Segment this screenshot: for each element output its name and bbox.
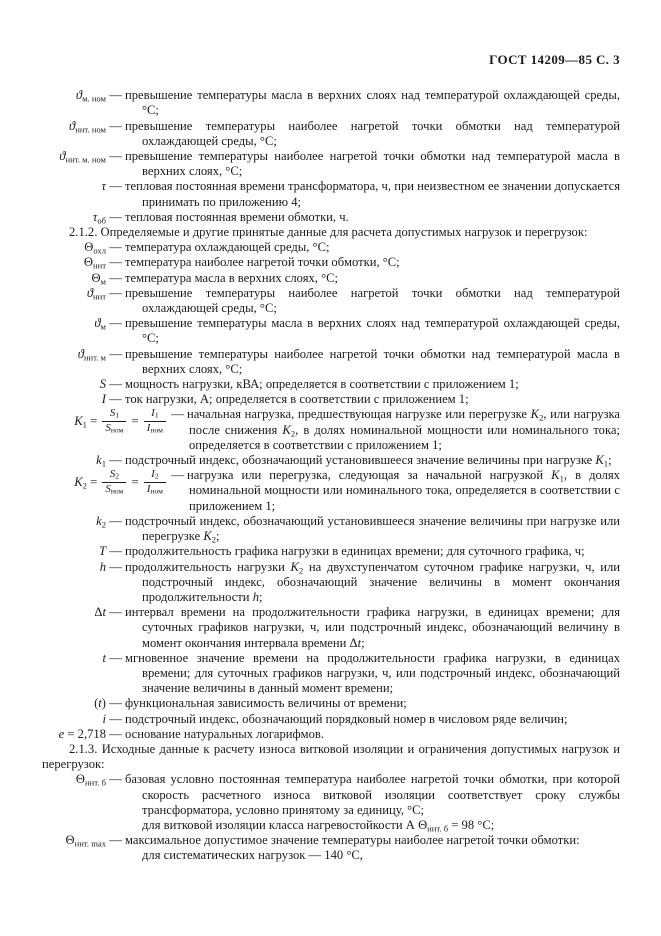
- term-symbol: $ϑ_{ннт. ном}$: [69, 118, 106, 135]
- term-definition: превышение температуры масла в верхних слоях над температурой охлаждающей среды, °С;: [125, 88, 620, 118]
- definition-entry: [42, 149, 620, 179]
- term-symbol: S: [99, 377, 106, 392]
- term-definition: температура наиболее нагретой точки обмотки, °С;: [125, 255, 400, 270]
- term-definition: превышение температуры наиболее нагретой точки обмотки над температурой охлаждающей среды, °С;: [125, 118, 620, 148]
- dash-separator: —: [109, 726, 122, 741]
- dash-separator: —: [109, 285, 122, 300]
- definition-entry: [42, 316, 620, 346]
- definition-entry: [42, 468, 620, 514]
- term-symbol: i: [102, 711, 106, 726]
- term-definition: превышение температуры наиболее нагретой точки обмотки над температурой охлаждающей среды, °С;: [125, 285, 620, 316]
- dash-separator: —: [109, 88, 122, 103]
- definition-entry: [42, 119, 620, 149]
- term-symbol: $K_1$ = $\frac{S_1}{S_{ном}}$ = $\frac{I_1}{I_{ном}}$: [42, 407, 168, 453]
- term-symbol: Δt: [94, 605, 106, 620]
- dash-separator: —: [109, 772, 122, 787]
- term-symbol: $k_2$: [96, 513, 106, 530]
- term-symbol: $ϑ_м$: [94, 316, 106, 332]
- definition-entry: [42, 651, 620, 697]
- term-symbol: $k_1$: [96, 453, 106, 469]
- definition-entry: [42, 286, 620, 316]
- dash-separator: —: [109, 118, 122, 133]
- definition-entry: [42, 453, 620, 468]
- section-paragraph: 2.1.2. Определяемые и другие принятые данные для расчета допустимых нагрузок и перегрузок:: [69, 225, 588, 240]
- dash-separator: —: [109, 346, 122, 361]
- definition-entry: [42, 347, 620, 377]
- definition-entry: [42, 407, 620, 453]
- dash-separator: —: [109, 240, 122, 255]
- definition-entry: [42, 772, 620, 833]
- term-symbol: $\Theta_{ннт. max}$: [65, 833, 106, 849]
- dash-separator: —: [109, 209, 122, 224]
- term-definition: начальная нагрузка, предшествующая нагрузке или перегрузке $K_2$, или нагрузка после снижения $K_2$, в долях номинальной мощности или номинального тока; определяется в соответствии с приложением 1;: [187, 407, 621, 452]
- fraction: $\frac{I_1}{I_{ном}}$: [144, 408, 166, 435]
- definition-entry: [42, 271, 620, 286]
- term-symbol: $ϑ_{ннт}$: [86, 285, 106, 302]
- dash-separator: —: [109, 270, 122, 285]
- dash-separator: —: [109, 711, 122, 726]
- definition-entry: [42, 560, 620, 606]
- term-symbol: $\tau_{об}$: [92, 209, 106, 226]
- dash-separator: —: [109, 453, 122, 468]
- term-definition: мощность нагрузки, кВА; определяется в соответствии с приложением 1;: [125, 377, 519, 392]
- term-definition: базовая условно постоянная температура наиболее нагретой точки обмотки, при которой скорость расчетного износа витковой изоляции соответствует сроку службы трансформатора, условно принятому за единицу, °С; для витковой изоляции класса нагревостойкости А $\Theta_{ннт. б} = 98$ °С;: [125, 772, 620, 834]
- term-definition: основание натуральных логарифмов.: [125, 726, 325, 741]
- term-definition: тепловая постоянная времени трансформатора, ч, при неизвестном ее значении допускается принимать по приложению 4;: [125, 179, 620, 209]
- dash-separator: —: [109, 650, 122, 665]
- definition-entry: [42, 88, 620, 118]
- term-definition: продолжительность нагрузки $K_2$ на двухступенчатом суточном графике нагрузки, ч, или подстрочный индекс, обозначающий значение величины в момент окончания продолжительности h;: [125, 559, 620, 604]
- fraction: $\frac{S_2}{S_{ном}}$: [102, 469, 126, 496]
- definition-entry: [42, 240, 620, 255]
- term-definition: температура охлаждающей среды, °С;: [125, 240, 330, 255]
- term-symbol: T: [98, 544, 106, 559]
- term-definition: максимальное допустимое значение температуры наиболее нагретой точки обмотки: для систематических нагрузок — 140 °С,: [125, 833, 580, 863]
- dash-separator: —: [109, 559, 122, 574]
- dash-separator: —: [171, 407, 184, 422]
- term-symbol: $\Theta_{охл}$: [84, 240, 106, 256]
- definition-entry: [42, 712, 620, 727]
- term-symbol: $\Theta_{ннт. б}$: [75, 772, 106, 788]
- definition-entry: [42, 514, 620, 544]
- term-definition: превышение температуры наиболее нагретой точки обмотки над температурой масла в верхних слоях, °С;: [125, 346, 620, 376]
- definition-entry: [42, 605, 620, 651]
- section-paragraph: 2.1.3. Исходные данные к расчету износа витковой изоляции и ограничения допустимых нагрузок и перегрузок:: [42, 741, 620, 772]
- term-symbol: τ: [101, 179, 106, 194]
- definition-entry: [42, 833, 620, 863]
- fraction: $\frac{I_2}{I_{ном}}$: [144, 469, 166, 496]
- term-definition: температура масла в верхних слоях, °С;: [125, 270, 339, 285]
- term-definition: мгновенное значение времени на продолжительности графика нагрузки, в единицах времени; для суточных графиков нагрузки, ч, или подстрочный индекс, обозначающий значение величины в данный момент времени;: [125, 650, 620, 696]
- term-definition: тепловая постоянная времени обмотки, ч.: [125, 209, 349, 224]
- dash-separator: —: [109, 696, 122, 711]
- term-symbol: h: [99, 559, 106, 574]
- term-symbol: e = 2,718: [58, 726, 106, 741]
- dash-separator: —: [109, 392, 122, 407]
- dash-separator: —: [109, 255, 122, 270]
- dash-separator: —: [109, 513, 122, 528]
- term-symbol: $ϑ_{ннт. м}$: [77, 346, 106, 363]
- page-header-gost-number: ГОСТ 14209—85 С. 3: [489, 52, 620, 67]
- dash-separator: —: [109, 605, 122, 620]
- definition-entry: [42, 255, 620, 270]
- definition-entry: [42, 392, 620, 407]
- term-symbol: $\Theta_{ннт}$: [83, 255, 106, 272]
- term-symbol: $ϑ_{ннт. м. ном}$: [59, 149, 106, 165]
- term-definition: ток нагрузки, А; определяется в соответствии с приложением 1;: [125, 392, 469, 407]
- term-definition: подстрочный индекс, обозначающий установившееся значение величины при нагрузке $K_1$;: [125, 453, 612, 469]
- definition-entry: [42, 544, 620, 559]
- term-symbol: (t): [94, 696, 106, 711]
- dash-separator: —: [109, 179, 122, 194]
- term-definition: подстрочный индекс, обозначающий установившееся значение величины при нагрузке или перегрузке $K_2$;: [125, 513, 620, 545]
- term-definition: нагрузка или перегрузка, следующая за начальной нагрузкой $K_1$, в долях номинальной мощности или номинального тока, определяется в соответствии с приложением 1;: [187, 468, 620, 513]
- dash-separator: —: [109, 833, 122, 848]
- dash-separator: —: [109, 544, 122, 559]
- definition-entry: [42, 696, 620, 711]
- fraction: $\frac{S_1}{S_{ном}}$: [102, 408, 126, 435]
- definition-entry: [42, 210, 620, 225]
- dash-separator: —: [109, 149, 122, 164]
- definition-entry: [42, 377, 620, 392]
- document-content: [42, 88, 620, 863]
- definition-entry: [42, 179, 620, 209]
- term-definition: превышение температуры масла в верхних слоях над температурой охлаждающей среды, °С;: [125, 316, 620, 346]
- term-symbol: I: [101, 392, 106, 407]
- term-symbol: $K_2$ = $\frac{S_2}{S_{ном}}$ = $\frac{I_2}{I_{ном}}$: [42, 468, 168, 514]
- dash-separator: —: [109, 377, 122, 392]
- page-body: [42, 52, 620, 864]
- term-definition: превышение температуры наиболее нагретой точки обмотки над температурой масла в верхних слоях, °С;: [125, 149, 620, 179]
- definition-entry: [42, 727, 620, 742]
- term-definition: продолжительность графика нагрузки в единицах времени; для суточного графика, ч;: [125, 544, 585, 559]
- dash-separator: —: [109, 316, 122, 331]
- term-symbol: t: [102, 650, 106, 665]
- dash-separator: —: [171, 468, 184, 483]
- term-symbol: $\Theta_м$: [91, 270, 106, 287]
- term-definition: подстрочный индекс, обозначающий порядковый номер в числовом ряде величин;: [125, 711, 568, 726]
- term-definition: функциональная зависимость величины от времени;: [125, 696, 407, 711]
- term-symbol: $ϑ_{м. ном}$: [75, 88, 106, 104]
- term-definition: интервал времени на продолжительности графика нагрузки, в единицах времени; для суточных графиков нагрузки, ч, или подстрочный индекс, обозначающий величину в момент окончания интервала времени Δt;: [125, 605, 620, 650]
